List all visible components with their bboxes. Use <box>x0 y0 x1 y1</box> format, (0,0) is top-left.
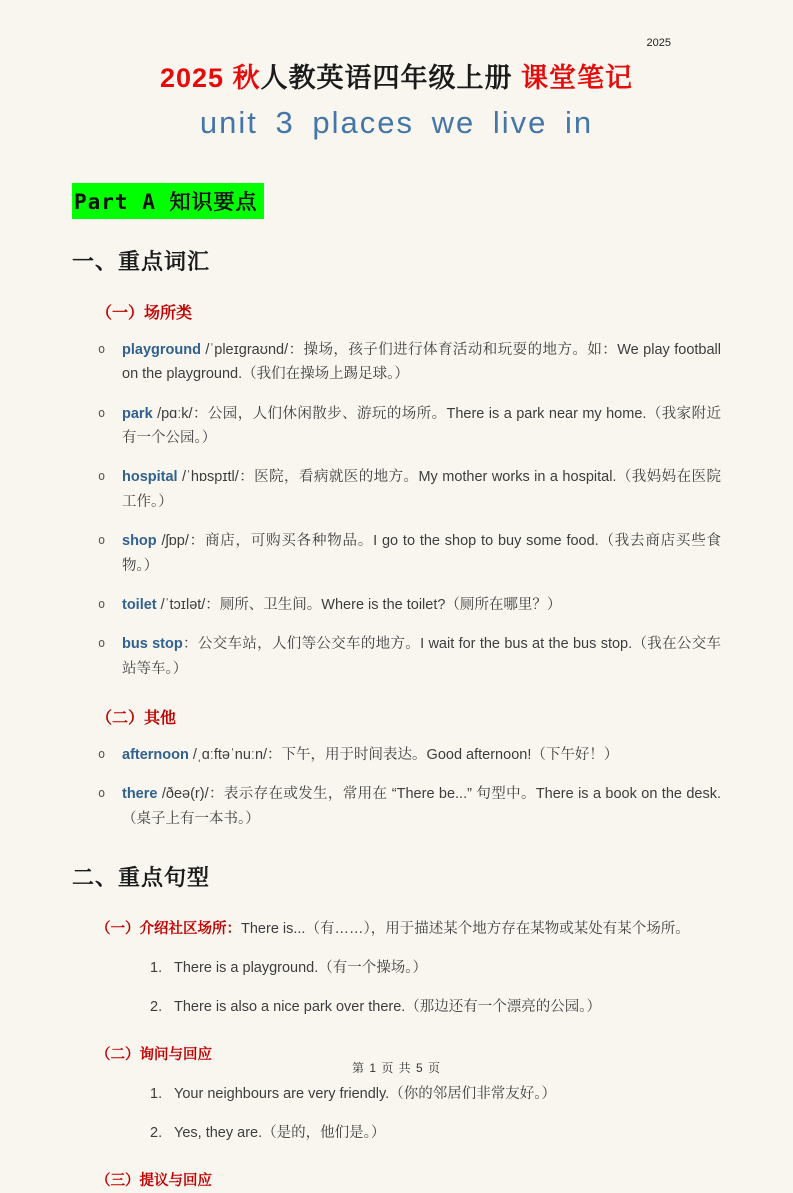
sentence-item <box>150 1122 721 1144</box>
vocab-definition: 商店，可购买各种物品。I go to the shop to buy some food.（我去商店买些食物。） <box>122 533 721 574</box>
vocab-definition: 操场，孩子们进行体育活动和玩耍的地方。如：We play football on the playground.（我们在操场上踢足球。） <box>122 342 721 383</box>
section-vocabulary-heading: 一、重点词汇 <box>72 249 211 274</box>
vocab-definition: 厕所、卫生间。Where is the toilet?（厕所在哪里？） <box>219 596 562 613</box>
vocab-word: playground <box>122 342 201 358</box>
doc-title-part1: 2025 秋 <box>159 63 261 93</box>
bullet-icon: o <box>98 786 106 801</box>
vocab-phonetic: /ʃɒp/： <box>156 533 205 550</box>
page-footer: 第 1 页 共 5 页 <box>351 1061 442 1075</box>
vocab-item-toilet <box>96 593 721 617</box>
section-sentences-heading: 二、重点句型 <box>72 865 211 891</box>
vocab-list-places <box>96 338 721 681</box>
doc-title <box>72 0 721 95</box>
vocab-phonetic: ： <box>182 636 198 653</box>
doc-title-part2: 人教英语四年级上册 <box>260 63 522 93</box>
vocab-definition: 公交车站，人们等公交车的地方。I wait for the bus at the bus stop.（我在公交车站等车。） <box>122 636 722 677</box>
sentence-text: Your neighbours are very friendly.（你的邻居们非常友好。） <box>174 1086 556 1103</box>
bullet-icon: o <box>98 636 106 651</box>
bullet-icon: o <box>98 533 106 548</box>
sentence-item <box>150 957 721 979</box>
vocab-definition: 下午，用于时间表达。Good afternoon!（下午好！） <box>281 746 619 763</box>
bullet-icon: o <box>98 596 106 611</box>
vocab-item-bus-stop <box>96 632 721 681</box>
corner-year-mark: 2025 <box>646 37 671 49</box>
doc-title-part3: 课堂笔记 <box>521 63 634 93</box>
sentence-text: There is also a nice park over there.（那边还有一个漂亮的公园。） <box>174 998 602 1015</box>
vocab-phonetic: /ˌɑːftəˈnuːn/： <box>188 746 282 763</box>
sentence-text: There is a playground.（有一个操场。） <box>174 960 428 977</box>
vocab-definition: 表示存在或发生，常用在 “There be...” 句型中。There is a book on the desk.（桌子上有一本书。） <box>122 786 721 827</box>
vocab-phonetic: /ˈtɔɪlət/： <box>156 596 220 613</box>
sentence-item <box>150 996 721 1018</box>
subsection-places-heading: （一）场所类 <box>96 305 193 322</box>
vocab-item-hospital <box>96 465 721 514</box>
list-number: 1. <box>150 960 163 977</box>
sentence-group2-label: （二）询问与回应 <box>96 1047 212 1064</box>
part-a-highlight: Part A 知识要点 <box>72 183 264 219</box>
vocab-phonetic: /ðeə(r)/： <box>157 786 224 803</box>
bullet-icon: o <box>98 746 106 761</box>
sentence-group1-heading <box>96 918 721 941</box>
vocab-word: afternoon <box>122 746 189 763</box>
vocab-word: there <box>122 786 158 803</box>
part-a-heading <box>72 183 721 219</box>
bullet-icon: o <box>98 469 106 484</box>
vocab-word: park <box>122 405 153 422</box>
list-number: 2. <box>150 998 163 1015</box>
vocab-item-afternoon <box>96 743 721 767</box>
sentence-list-1 <box>150 957 721 1018</box>
subsection-other-heading: （二）其他 <box>96 709 177 727</box>
vocab-phonetic: /ˈpleɪɡraʊnd/： <box>200 342 304 358</box>
bullet-icon: o <box>98 342 106 356</box>
bullet-icon: o <box>98 405 106 420</box>
sentence-text: Yes, they are.（是的，他们是。） <box>174 1124 386 1141</box>
vocab-item-shop <box>96 529 721 578</box>
vocab-item-playground <box>96 338 721 387</box>
unit-subtitle: unit 3 places we live in <box>199 105 594 140</box>
vocab-definition: 公园，人们休闲散步、游玩的场所。There is a park near my home.（我家附近有一个公园。） <box>122 405 721 447</box>
vocab-item-park <box>96 402 721 451</box>
sentence-group1-desc: There is...（有……），用于描述某个地方存在某物或某处有某个场所。 <box>241 921 690 938</box>
sentence-item <box>150 1083 721 1105</box>
sentence-group3-label: （三）提议与回应 <box>96 1173 212 1190</box>
vocab-word: hospital <box>122 469 178 486</box>
list-number: 1. <box>150 1086 163 1103</box>
vocab-word: shop <box>122 533 157 550</box>
list-number: 2. <box>150 1124 163 1141</box>
vocab-word: toilet <box>122 596 157 613</box>
vocab-definition: 医院，看病就医的地方。My mother works in a hospital.（我妈妈在医院工作。） <box>122 469 721 510</box>
sentence-group1-label: （一）介绍社区场所： <box>96 921 241 938</box>
vocab-phonetic: /pɑːk/： <box>152 405 208 422</box>
vocab-phonetic: /ˈhɒspɪtl/： <box>177 469 255 486</box>
sentence-group3-heading <box>96 1170 721 1193</box>
vocab-list-other <box>96 743 721 831</box>
vocab-item-there <box>96 782 721 831</box>
sentence-list-2 <box>150 1083 721 1144</box>
vocab-word: bus stop <box>122 636 183 653</box>
